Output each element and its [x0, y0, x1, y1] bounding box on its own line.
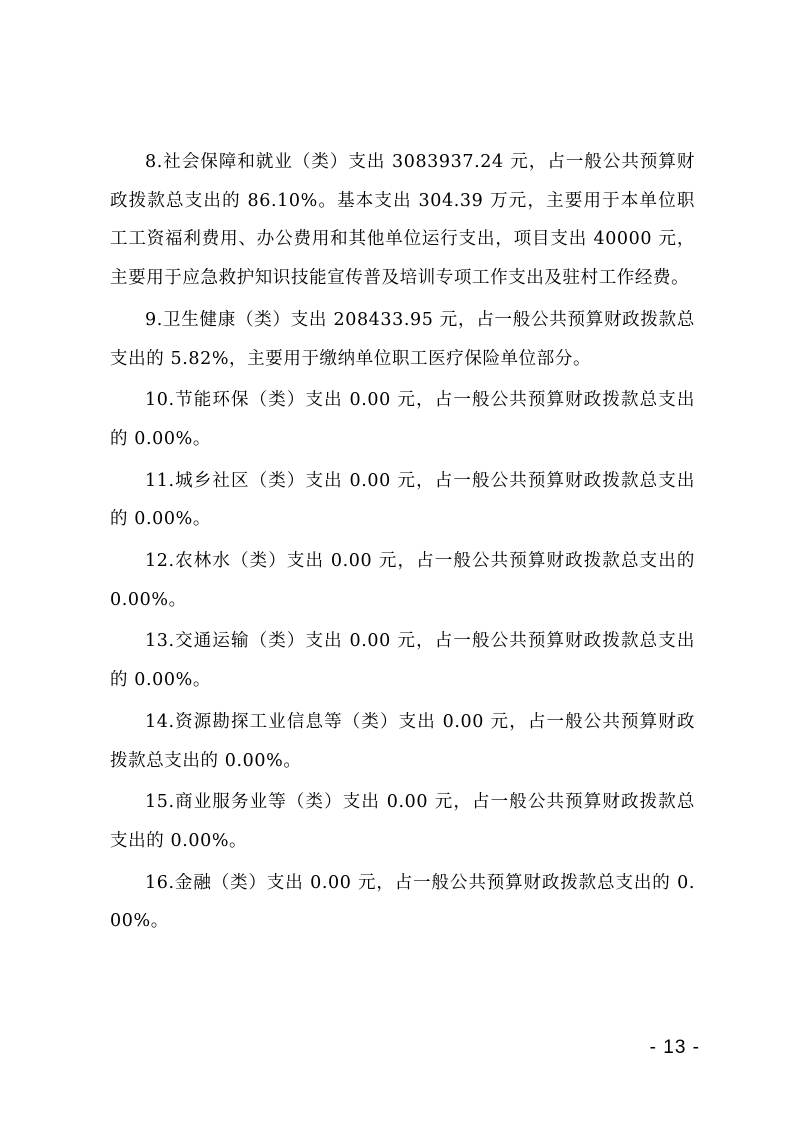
paragraph-urban-rural: 11.城乡社区（类）支出 0.00 元，占一般公共预算财政拨款总支出的 0.00%。 — [110, 470, 695, 530]
paragraph-transport: 13.交通运输（类）支出 0.00 元，占一般公共预算财政拨款总支出的 0.00%。 — [110, 631, 695, 691]
paragraph-energy-environment: 10.节能环保（类）支出 0.00 元，占一般公共预算财政拨款总支出的 0.00%。 — [110, 390, 695, 449]
paragraph-commerce-services: 15.商业服务业等（类）支出 0.00 元，占一般公共预算财政拨款总支出的 0.00%。 — [110, 792, 695, 851]
paragraph-finance: 16.金融（类）支出 0.00 元，占一般公共预算财政拨款总支出的 0.00%。 — [110, 872, 695, 932]
page-number: - 13 - — [649, 1037, 700, 1058]
paragraph-health: 9.卫生健康（类）支出 208433.95 元，占一般公共预算财政拨款总支出的 5.82%，主要用于缴纳单位职工医疗保险单位部分。 — [110, 309, 695, 369]
document-body — [110, 143, 695, 944]
paragraph-agriculture: 12.农林水（类）支出 0.00 元，占一般公共预算财政拨款总支出的 0.00%。 — [110, 551, 695, 610]
paragraph-social-security: 8.社会保障和就业（类）支出 3083937.24 元，占一般公共预算财政拨款总支出的 86.10%。基本支出 304.39 万元，主要用于本单位职工工资福利费用、办公费用和其他单位运行支出，项目支出 40000 元，主要用于应急救护知识技能宣传普及培训专项工作支出及驻村工作经费。 — [110, 152, 695, 289]
paragraph-resources-industry: 14.资源勘探工业信息等（类）支出 0.00 元，占一般公共预算财政拨款总支出的 0.00%。 — [110, 711, 695, 771]
